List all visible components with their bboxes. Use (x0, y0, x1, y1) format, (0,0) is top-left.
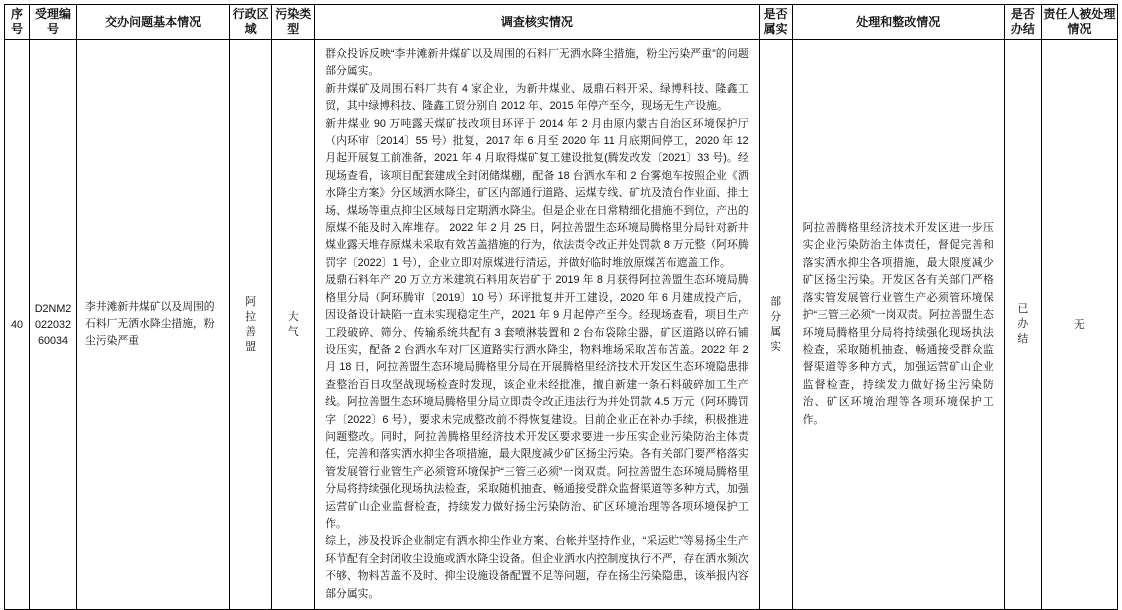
cell-problem: 李井滩新井煤矿以及周围的石料厂无洒水降尘措施，粉尘污染严重 (77, 40, 230, 610)
investigation-paragraph-2: 新井煤矿及周围石料厂共有 4 家企业，为新井煤业、晟鼎石料开采、绿博科技、隆鑫工贸，其中绿博科技、隆鑫工贸分别自 2012 年、2015 年停产至今，现场无生产设施。 (325, 82, 749, 113)
col-header-investigation: 调查核实情况 (315, 5, 759, 40)
pollution-type-value: 大气 (287, 310, 299, 338)
col-header-accountability: 责任人被处理情况 (1041, 5, 1117, 40)
case-no-value: D2NM202203260034 (34, 302, 72, 347)
cell-completed (1004, 40, 1041, 610)
cell-handling (792, 40, 1004, 610)
table-row (5, 40, 1118, 610)
investigation-paragraph-1: 群众投诉反映“李井滩新井煤矿以及周围的石料厂无洒水降尘措施，粉尘污染严重”的问题部分属实。 (325, 48, 749, 78)
col-header-verified: 是否属实 (759, 5, 792, 40)
investigation-paragraph-3: 新井煤业 90 万吨露天煤矿技改项目环评于 2014 年 2 月由原内蒙古自治区环境保护厅（内环审〔2014〕55 号）批复，2017 年 6 月至 2020 年 11 月底期间停工，2020 年 12 月起开展复工前准备，2021 年 4 月取得煤矿复工建设批复(腾发改发〔2021〕33 号)。经现场查看，该项目配套建成全封闭储煤棚，配备 18 台洒水车和 2 台雾炮车按照企业《洒水降尘方案》分区域洒水降尘，矿区内部通行道路、运煤专线、矿坑及渣台作业面、排土场、煤场等重点抑尘区域每日定期洒水降尘。但是企业在日常精细化措施不到位，产出的原煤不能及时入库堆存。 2022 年 2 月 25 日，阿拉善盟生态环境局腾格里分局针对新井煤业露天堆存原煤未采取有效苫盖措施的行为，依法责令改正并处罚款 8 万元整（阿环腾罚字〔2022〕1 号），企业立即对原煤进行清运，并做好临时堆放原煤苫布遮盖工作。 (325, 117, 749, 269)
col-header-region: 行政区域 (230, 5, 272, 40)
completed-value: 已办结 (1017, 303, 1029, 345)
cell-accountability: 无 (1041, 40, 1117, 610)
col-header-pollution-type: 污染类型 (272, 5, 315, 40)
cell-pollution-type (272, 40, 315, 610)
col-header-problem: 交办问题基本情况 (77, 5, 230, 40)
region-value: 阿拉善盟 (245, 295, 257, 353)
header-row (5, 5, 1118, 40)
cell-verified (759, 40, 792, 610)
cell-investigation (315, 40, 759, 610)
handling-paragraph: 阿拉善腾格里经济技术开发区进一步压实企业污染防治主体责任，督促完善和落实洒水抑尘各项措施，最大限度减少矿区扬尘污染。开发区各有关部门严格落实管发展管行业管生产必须管环境保护“三管三必须”一岗双责。阿拉善盟生态环境局腾格里分局将持续强化现场执法检查，采取随机抽查、畅通接受群众监督渠道等多种方式，加强运营矿山企业监督检查，持续发力做好扬尘污染防治、矿区环境治理等各项环境保护工作。 (802, 222, 994, 426)
complaint-handling-table (4, 4, 1118, 610)
investigation-paragraph-4: 晟鼎石料年产 20 万立方米建筑石料用灰岩矿于 2019 年 8 月获得阿拉善盟生态环境局腾格里分局（阿环腾审〔2019〕10 号）环评批复并开工建设，2020 年 6 月建成投产后，因设备设计缺陷一直未实现稳定生产，2021 年 9 月起停产至今。经现场查看，项目生产工段破碎、筛分、传输系统共配有 3 套喷淋装置和 2 台布袋除尘器，矿区道路以碎石铺设压实，配备 2 台洒水车对厂区道路实行洒水降尘，物料堆场采取苫布苫盖。2022 年 2 月 18 日，阿拉善盟生态环境局腾格里分局在开展腾格里经济技术开发区生态环境隐患排查整治百日攻坚战现场检查时发现，该企业未经批准，擅自新建一条石料破碎加工生产线。阿拉善盟生态环境局腾格里分局立即责令改正违法行为并处罚款 4.5 万元（阿环腾罚字〔2022〕6 号），要求未完成整改前不得恢复建设。目前企业正在补办手续，积极推进问题整改。同时，阿拉善腾格里经济技术开发区要求要进一步压实企业污染防治主体责任，完善和落实洒水抑尘各项措施，最大限度减少矿区扬尘污染。各有关部门要严格落实管发展管行业管生产必须管环境保护“三管三必须”一岗双责。阿拉善盟生态环境局腾格里分局将持续强化现场执法检查，采取随机抽查、畅通接受群众监督渠道等多种方式，加强运营矿山企业监督检查，持续发力做好扬尘污染防治、矿区环境治理等各项环境保护工作。 (325, 274, 749, 530)
col-header-handling: 处理和整改情况 (792, 5, 1004, 40)
cell-region (230, 40, 272, 610)
col-header-case-no: 受理编号 (30, 5, 77, 40)
col-header-seq: 序号 (5, 5, 30, 40)
cell-seq: 40 (5, 40, 30, 610)
investigation-paragraph-5: 综上，涉及投诉企业制定有洒水抑尘作业方案、台帐并坚持作业，“采运贮”等易扬尘生产环节配有全封闭收尘设施或洒水降尘设备。但企业洒水内控制度执行不严，存在洒水频次不够、物料苫盖不及时、抑尘设施设备配置不足等问题，存在扬尘污染隐患，该举报内容部分属实。 (325, 535, 749, 600)
col-header-completed: 是否办结 (1004, 5, 1041, 40)
verified-value: 部分属实 (770, 295, 782, 353)
cell-case-no (30, 40, 77, 610)
